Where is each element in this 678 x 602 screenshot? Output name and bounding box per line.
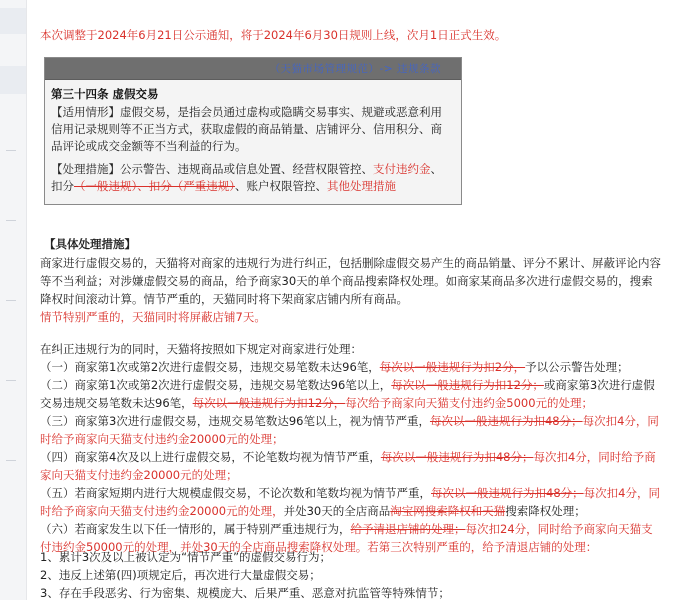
item-text: （一）商家第1次或第2次进行虚假交易，违规交易笔数未达96笔，: [40, 360, 380, 374]
measures-strike-text: （一般违规）、扣分（严重违规）: [74, 179, 235, 193]
item-strike-text: 每次以一般违规行为扣2分，: [379, 360, 526, 374]
rule-box: [44, 57, 462, 205]
sidebar-divider: [6, 380, 16, 381]
item-text: （六）若商家发生以下任一情形的，属于特别严重违规行为，: [40, 522, 351, 536]
measures-red-text: 其他处理措施: [327, 179, 396, 193]
sidebar-divider: [6, 150, 16, 151]
article-title: 第三十四条 虚假交易: [51, 87, 159, 101]
rule-box-header: [45, 58, 461, 80]
list-item: [40, 358, 664, 376]
item-text: 搜索降权处理；: [505, 504, 586, 518]
item-red-text: 每次扣4分，同时给予商家向天猫支付违约金20000元的处理；: [40, 450, 656, 482]
rule-box-body: [45, 80, 461, 195]
list-item: [40, 376, 664, 412]
list-item: 3、存在手段恶劣、行为密集、规模庞大、后果严重、恶意对抗监管等特殊情节；: [40, 586, 450, 600]
list-item: [40, 412, 664, 448]
penalty-list: [40, 358, 664, 556]
measures-red-text: 支付违约金: [373, 162, 431, 176]
item-strike-text: 给予清退店铺的处理；: [350, 522, 466, 536]
item-text: （五）若商家短期内进行大规模虚假交易，不论次数和笔数均视为情节严重，: [40, 486, 431, 500]
item-strike-text: 每次以一般违规行为扣12分，: [192, 396, 346, 410]
section-title: 【具体处理措施】: [44, 237, 136, 251]
measures-text: 、账户权限管控、: [235, 179, 327, 193]
special-cases-list: [40, 548, 664, 602]
item-red-text: 每次扣4分，同时给予商家向天猫支付违约金20000元的处理；: [40, 414, 659, 446]
penalty-paragraph: 商家进行虚假交易的，天猫将对商家的违规行为进行纠正，包括删除虚假交易产生的商品销量、评分不累计、屏蔽评论内容等不当利益；对涉嫌虚假交易的商品，给予商家30天的单个商品搜索降权处理。如商家某商品多次进行虚假交易的，搜索降权时间滚动计算。情节严重的，天猫同时将下架商家店铺内所有商品。: [40, 256, 661, 306]
scope-paragraph: 【适用情形】虚假交易，是指会员通过虚构或隐瞒交易事实、规避或恶意利用信用记录规则等不正当方式，获取虚假的商品销量、店铺评分、信用积分、商品评论或成交金额等不当利益的行为。: [51, 105, 442, 153]
item-strike-text: 每次以一般违规行为扣12分；: [391, 378, 544, 392]
list-item: 1、累计3次及以上被认定为“情节严重”的虚假交易行为；: [40, 550, 332, 564]
item-text: （二）商家第1次或第2次进行虚假交易，违规交易笔数达96笔以上，: [40, 378, 392, 392]
sidebar-divider: [6, 460, 16, 461]
item-text: 予以公示警告处理；: [525, 360, 629, 374]
item-red-text: 若第三次特别严重的，给予清退店铺的处理：: [367, 540, 598, 554]
item-red-text: 每次扣24分，同时给予商家向天猫支付违约金50000元的处理，并处30天的全店商品搜索降权处理。: [40, 522, 653, 554]
intro-paragraph: 在纠正违规行为的同时，天猫将按照如下规定对商家进行处理：: [40, 342, 362, 356]
item-text: （四）商家第4次及以上进行虚假交易，不论笔数均视为情节严重，: [40, 450, 381, 464]
item-text: （三）商家第3次进行虚假交易，违规交易笔数达96笔以上，视为情节严重，: [40, 414, 430, 428]
sidebar-divider: [6, 220, 16, 221]
left-sidebar: [0, 0, 27, 600]
notice-text: 本次调整于2024年6月21日公示通知，将于2024年6月30日规则上线，次月1日正式生效。: [40, 28, 507, 42]
item-text: 或商家第3次进行虚假交易违规交易笔数未达96笔，: [40, 378, 655, 410]
item-strike-text: 淘宝网搜索降权和天猫: [390, 504, 506, 518]
list-item: [40, 448, 664, 484]
severe-paragraph: 情节特别严重的，天猫同时将屏蔽店铺7天。: [40, 310, 266, 324]
measures-paragraph: [51, 161, 453, 195]
item-red-text: 每次给予商家向天猫支付违约金5000元的处理；: [345, 396, 594, 410]
list-item: 2、违反上述第(四)项规定后，再次进行大量虚假交易；: [40, 568, 321, 582]
item-strike-text: 每次以一般违规行为扣48分；: [380, 450, 534, 464]
measures-lead: 【处理措施】公示警告、违规商品或信息处置、经营权限管控、: [51, 162, 373, 176]
item-strike-text: 每次以一般违规行为扣48分；: [431, 486, 584, 500]
sidebar-tab-1[interactable]: [0, 8, 26, 34]
item-red-text: 每次扣4分，同时给予商家向天猫支付违约金20000元的处理，: [40, 486, 660, 518]
rule-box-header-link[interactable]: （天猫市场管理规范）-> 违规条款: [269, 63, 441, 75]
measures-text: 、扣分: [51, 162, 442, 193]
item-strike-text: 每次以一般违规行为扣48分；: [429, 414, 583, 428]
sidebar-tab-2[interactable]: [0, 66, 26, 94]
list-item: [40, 484, 664, 520]
sidebar-divider: [6, 300, 16, 301]
item-text: 并处30天的全店商品: [283, 504, 391, 518]
